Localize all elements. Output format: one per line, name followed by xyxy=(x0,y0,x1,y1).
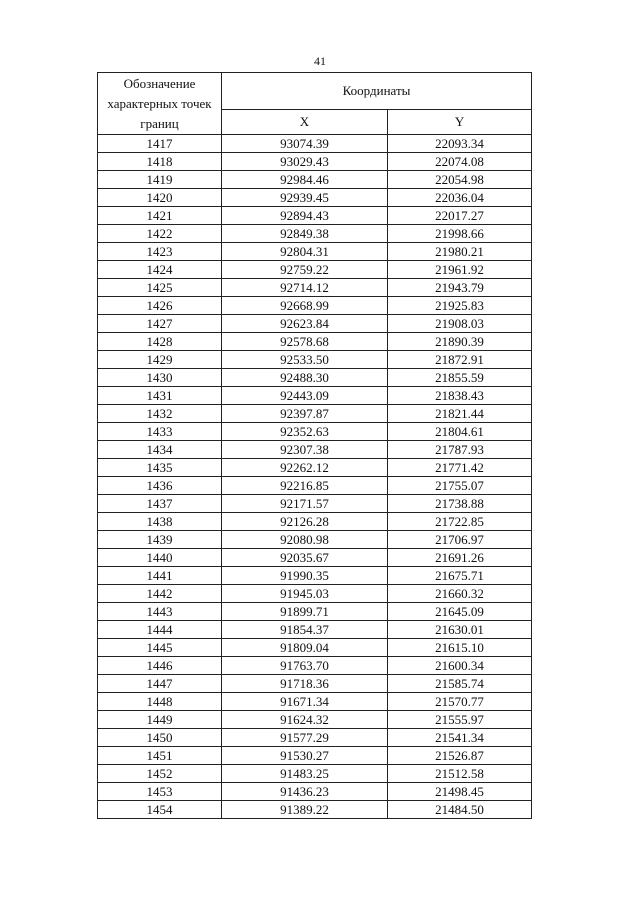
table-row xyxy=(98,387,532,405)
y-cell: 21722.85 xyxy=(388,513,532,531)
point-cell: 1431 xyxy=(98,387,222,405)
y-cell: 21755.07 xyxy=(388,477,532,495)
table-row xyxy=(98,585,532,603)
table-row xyxy=(98,423,532,441)
x-cell: 92216.85 xyxy=(222,477,388,495)
x-cell: 92714.12 xyxy=(222,279,388,297)
point-cell: 1425 xyxy=(98,279,222,297)
y-cell: 22036.04 xyxy=(388,189,532,207)
table-row xyxy=(98,315,532,333)
point-cell: 1430 xyxy=(98,369,222,387)
table-row xyxy=(98,765,532,783)
point-cell: 1445 xyxy=(98,639,222,657)
table-body xyxy=(98,135,532,819)
point-cell: 1439 xyxy=(98,531,222,549)
point-cell: 1427 xyxy=(98,315,222,333)
x-cell: 92668.99 xyxy=(222,297,388,315)
x-cell: 92262.12 xyxy=(222,459,388,477)
x-cell: 91436.23 xyxy=(222,783,388,801)
table-row xyxy=(98,297,532,315)
point-cell: 1433 xyxy=(98,423,222,441)
table-row xyxy=(98,495,532,513)
header-y: Y xyxy=(388,110,532,135)
point-cell: 1440 xyxy=(98,549,222,567)
y-cell: 22054.98 xyxy=(388,171,532,189)
table-row xyxy=(98,783,532,801)
x-cell: 92171.57 xyxy=(222,495,388,513)
x-cell: 92939.45 xyxy=(222,189,388,207)
x-cell: 92849.38 xyxy=(222,225,388,243)
coordinates-table xyxy=(97,72,532,819)
table-row xyxy=(98,351,532,369)
point-cell: 1442 xyxy=(98,585,222,603)
point-cell: 1428 xyxy=(98,333,222,351)
point-cell: 1438 xyxy=(98,513,222,531)
x-cell: 92533.50 xyxy=(222,351,388,369)
table-row xyxy=(98,513,532,531)
point-cell: 1441 xyxy=(98,567,222,585)
y-cell: 21872.91 xyxy=(388,351,532,369)
x-cell: 92352.63 xyxy=(222,423,388,441)
x-cell: 91530.27 xyxy=(222,747,388,765)
x-cell: 91990.35 xyxy=(222,567,388,585)
y-cell: 21980.21 xyxy=(388,243,532,261)
table-row xyxy=(98,459,532,477)
x-cell: 92804.31 xyxy=(222,243,388,261)
table-row xyxy=(98,567,532,585)
x-cell: 92080.98 xyxy=(222,531,388,549)
point-cell: 1446 xyxy=(98,657,222,675)
point-cell: 1443 xyxy=(98,603,222,621)
y-cell: 21675.71 xyxy=(388,567,532,585)
y-cell: 21706.97 xyxy=(388,531,532,549)
x-cell: 91577.29 xyxy=(222,729,388,747)
point-cell: 1424 xyxy=(98,261,222,279)
table-row xyxy=(98,477,532,495)
y-cell: 21600.34 xyxy=(388,657,532,675)
x-cell: 91809.04 xyxy=(222,639,388,657)
table-row xyxy=(98,405,532,423)
table-row xyxy=(98,657,532,675)
point-cell: 1417 xyxy=(98,135,222,153)
x-cell: 92035.67 xyxy=(222,549,388,567)
x-cell: 92894.43 xyxy=(222,207,388,225)
x-cell: 92623.84 xyxy=(222,315,388,333)
x-cell: 93074.39 xyxy=(222,135,388,153)
y-cell: 21630.01 xyxy=(388,621,532,639)
x-cell: 91389.22 xyxy=(222,801,388,819)
x-cell: 92984.46 xyxy=(222,171,388,189)
point-cell: 1434 xyxy=(98,441,222,459)
x-cell: 91854.37 xyxy=(222,621,388,639)
page-number: 41 xyxy=(314,54,326,68)
table-row xyxy=(98,171,532,189)
table-row xyxy=(98,603,532,621)
x-cell: 91718.36 xyxy=(222,675,388,693)
y-cell: 21660.32 xyxy=(388,585,532,603)
y-cell: 21512.58 xyxy=(388,765,532,783)
y-cell: 21585.74 xyxy=(388,675,532,693)
y-cell: 21787.93 xyxy=(388,441,532,459)
y-cell: 21771.42 xyxy=(388,459,532,477)
point-cell: 1437 xyxy=(98,495,222,513)
x-cell: 92307.38 xyxy=(222,441,388,459)
point-cell: 1429 xyxy=(98,351,222,369)
table-row xyxy=(98,549,532,567)
table-row xyxy=(98,711,532,729)
point-cell: 1449 xyxy=(98,711,222,729)
table-row xyxy=(98,207,532,225)
x-cell: 92397.87 xyxy=(222,405,388,423)
x-cell: 91899.71 xyxy=(222,603,388,621)
table-row xyxy=(98,801,532,819)
table-row xyxy=(98,747,532,765)
y-cell: 22017.27 xyxy=(388,207,532,225)
header-designation: Обозначение характерных точек границ xyxy=(98,73,222,135)
y-cell: 21555.97 xyxy=(388,711,532,729)
table-row xyxy=(98,225,532,243)
y-cell: 21526.87 xyxy=(388,747,532,765)
point-cell: 1422 xyxy=(98,225,222,243)
table-row xyxy=(98,441,532,459)
point-cell: 1452 xyxy=(98,765,222,783)
y-cell: 22093.34 xyxy=(388,135,532,153)
point-cell: 1426 xyxy=(98,297,222,315)
x-cell: 92578.68 xyxy=(222,333,388,351)
y-cell: 21890.39 xyxy=(388,333,532,351)
table-row xyxy=(98,693,532,711)
table-row xyxy=(98,621,532,639)
y-cell: 21645.09 xyxy=(388,603,532,621)
header-x: X xyxy=(222,110,388,135)
y-cell: 21855.59 xyxy=(388,369,532,387)
point-cell: 1454 xyxy=(98,801,222,819)
point-cell: 1451 xyxy=(98,747,222,765)
table-row xyxy=(98,729,532,747)
table-row xyxy=(98,675,532,693)
point-cell: 1436 xyxy=(98,477,222,495)
y-cell: 21691.26 xyxy=(388,549,532,567)
table-row xyxy=(98,189,532,207)
table-row xyxy=(98,135,532,153)
table-row xyxy=(98,639,532,657)
y-cell: 21821.44 xyxy=(388,405,532,423)
y-cell: 21570.77 xyxy=(388,693,532,711)
point-cell: 1423 xyxy=(98,243,222,261)
point-cell: 1444 xyxy=(98,621,222,639)
point-cell: 1453 xyxy=(98,783,222,801)
table-row xyxy=(98,153,532,171)
table-row xyxy=(98,531,532,549)
point-cell: 1420 xyxy=(98,189,222,207)
header-coordinates: Координаты xyxy=(222,73,532,110)
x-cell: 91671.34 xyxy=(222,693,388,711)
point-cell: 1450 xyxy=(98,729,222,747)
y-cell: 21961.92 xyxy=(388,261,532,279)
table-row xyxy=(98,369,532,387)
x-cell: 92488.30 xyxy=(222,369,388,387)
y-cell: 21925.83 xyxy=(388,297,532,315)
y-cell: 21498.45 xyxy=(388,783,532,801)
y-cell: 21998.66 xyxy=(388,225,532,243)
table-row xyxy=(98,279,532,297)
table-row xyxy=(98,243,532,261)
table-row xyxy=(98,261,532,279)
y-cell: 22074.08 xyxy=(388,153,532,171)
point-cell: 1421 xyxy=(98,207,222,225)
point-cell: 1418 xyxy=(98,153,222,171)
y-cell: 21738.88 xyxy=(388,495,532,513)
x-cell: 92126.28 xyxy=(222,513,388,531)
x-cell: 91624.32 xyxy=(222,711,388,729)
y-cell: 21943.79 xyxy=(388,279,532,297)
x-cell: 92443.09 xyxy=(222,387,388,405)
y-cell: 21541.34 xyxy=(388,729,532,747)
point-cell: 1448 xyxy=(98,693,222,711)
y-cell: 21615.10 xyxy=(388,639,532,657)
y-cell: 21908.03 xyxy=(388,315,532,333)
x-cell: 93029.43 xyxy=(222,153,388,171)
point-cell: 1432 xyxy=(98,405,222,423)
y-cell: 21484.50 xyxy=(388,801,532,819)
point-cell: 1435 xyxy=(98,459,222,477)
x-cell: 91763.70 xyxy=(222,657,388,675)
y-cell: 21804.61 xyxy=(388,423,532,441)
y-cell: 21838.43 xyxy=(388,387,532,405)
x-cell: 91483.25 xyxy=(222,765,388,783)
table-row xyxy=(98,333,532,351)
point-cell: 1447 xyxy=(98,675,222,693)
x-cell: 91945.03 xyxy=(222,585,388,603)
x-cell: 92759.22 xyxy=(222,261,388,279)
point-cell: 1419 xyxy=(98,171,222,189)
